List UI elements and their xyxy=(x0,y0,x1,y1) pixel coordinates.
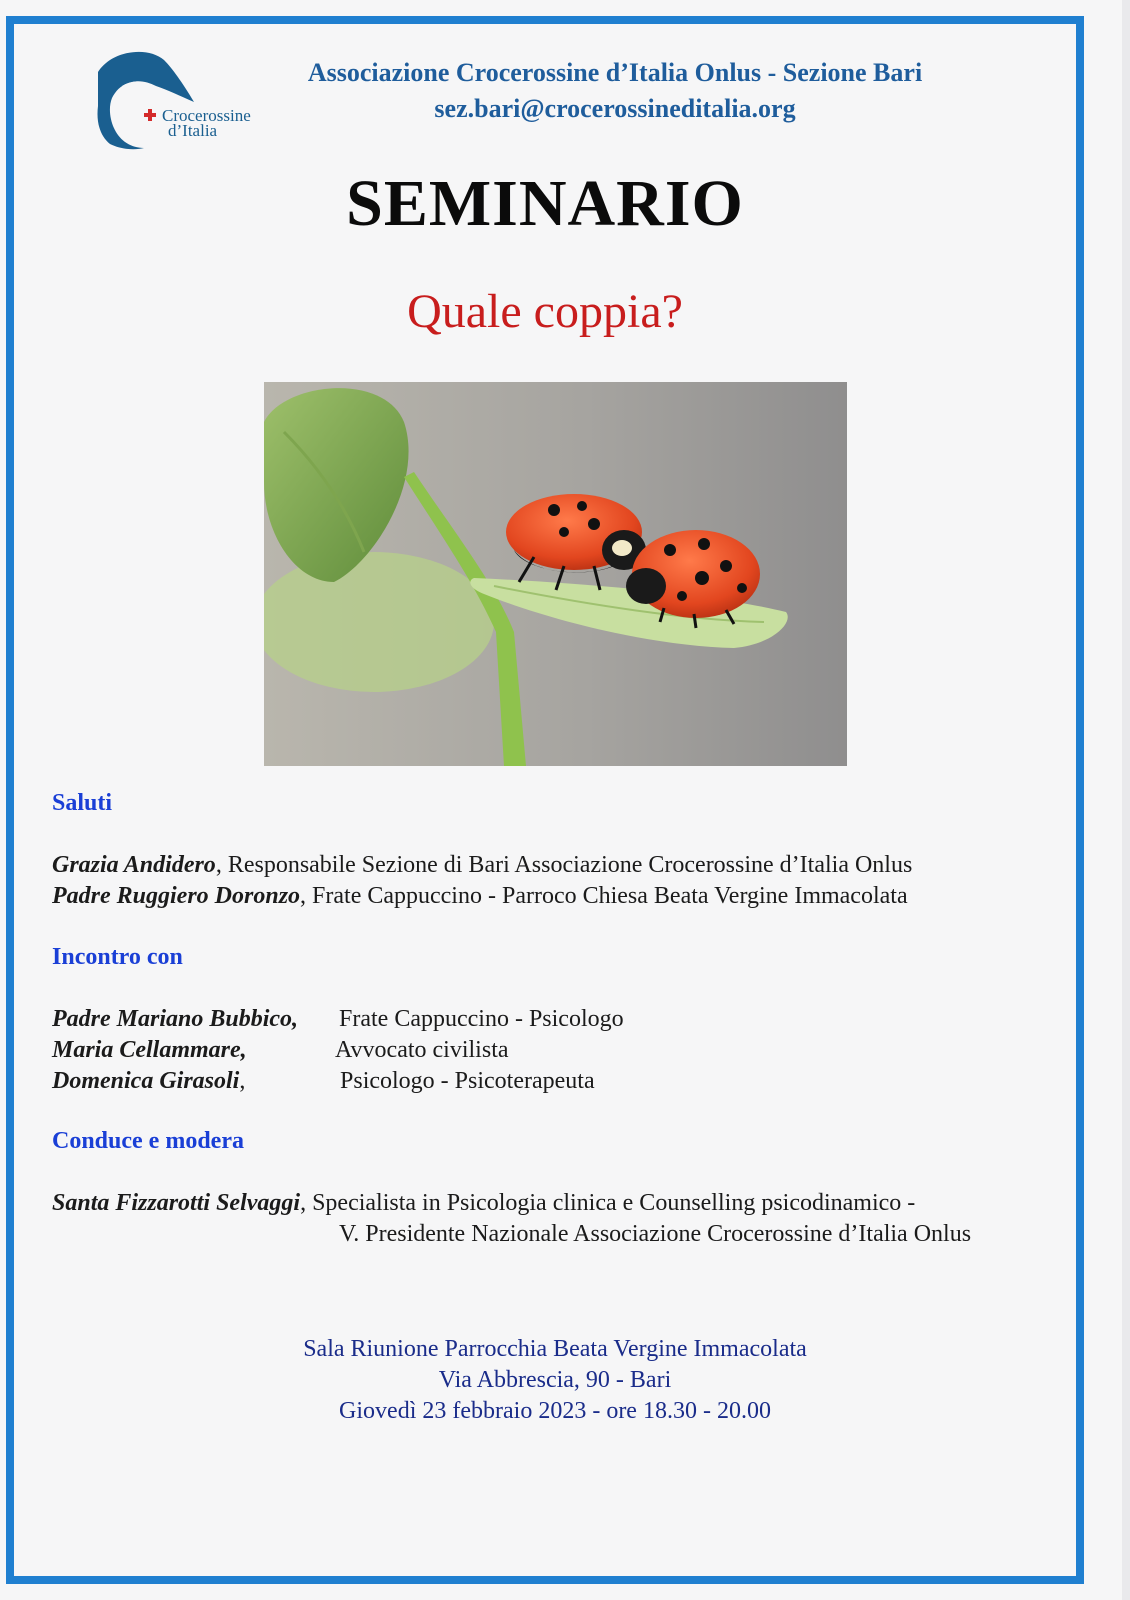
venue-date-time: Giovedì 23 febbraio 2023 - ore 18.30 - 20.00 xyxy=(339,1398,771,1424)
person-name: Maria Cellammare, xyxy=(52,1037,247,1063)
ladybugs-on-leaf-photo xyxy=(264,382,847,766)
person-name: Padre Mariano Bubbico, xyxy=(52,1006,299,1032)
incontro-person-1-role: Frate Cappuccino - Psicologo xyxy=(339,1006,624,1032)
incontro-person-3-role: Psicologo - Psicoterapeuta xyxy=(340,1068,595,1094)
incontro-person-2-name xyxy=(52,1037,247,1064)
person-name: Domenica Girasoli xyxy=(52,1068,240,1094)
person-role: , Frate Cappuccino - Parroco Chiesa Beata Vergine Immacolata xyxy=(300,883,908,909)
venue-address: Via Abbrescia, 90 - Bari xyxy=(438,1367,672,1393)
incontro-person-1-name xyxy=(52,1006,298,1033)
section-saluti-label: Saluti xyxy=(52,790,113,816)
person-name: Santa Fizzarotti Selvaggi xyxy=(52,1190,301,1216)
venue-location: Sala Riunione Parrocchia Beata Vergine Immacolata xyxy=(303,1336,807,1362)
logo-line-1: Crocerossine xyxy=(162,106,251,125)
organization-email[interactable]: sez.bari@crocerossineditalia.org xyxy=(434,94,796,123)
person-name-suffix: , xyxy=(239,1068,246,1094)
conduce-role-line-2: V. Presidente Nazionale Associazione Crocerossine d’Italia Onlus xyxy=(339,1221,972,1247)
conduce-person xyxy=(52,1190,915,1217)
person-role: , Responsabile Sezione di Bari Associazione Crocerossine d’Italia Onlus xyxy=(215,852,913,878)
saluti-person-1 xyxy=(52,852,912,879)
saluti-person-2 xyxy=(52,883,908,910)
logo-line-2: d’Italia xyxy=(168,121,218,140)
person-role: , Specialista in Psicologia clinica e Counselling psicodinamico - xyxy=(300,1190,916,1216)
section-incontro-label: Incontro con xyxy=(52,944,183,970)
person-name: Padre Ruggiero Doronzo xyxy=(52,883,301,909)
incontro-person-3-name xyxy=(52,1068,245,1095)
page-subtitle: Quale coppia? xyxy=(407,285,683,338)
incontro-person-2-role: Avvocato civilista xyxy=(335,1037,509,1063)
section-conduce-label: Conduce e modera xyxy=(52,1128,244,1154)
organization-name: Associazione Crocerossine d’Italia Onlus - Sezione Bari xyxy=(307,58,923,87)
page-title: SEMINARIO xyxy=(346,167,744,240)
person-name: Grazia Andidero xyxy=(52,852,216,878)
